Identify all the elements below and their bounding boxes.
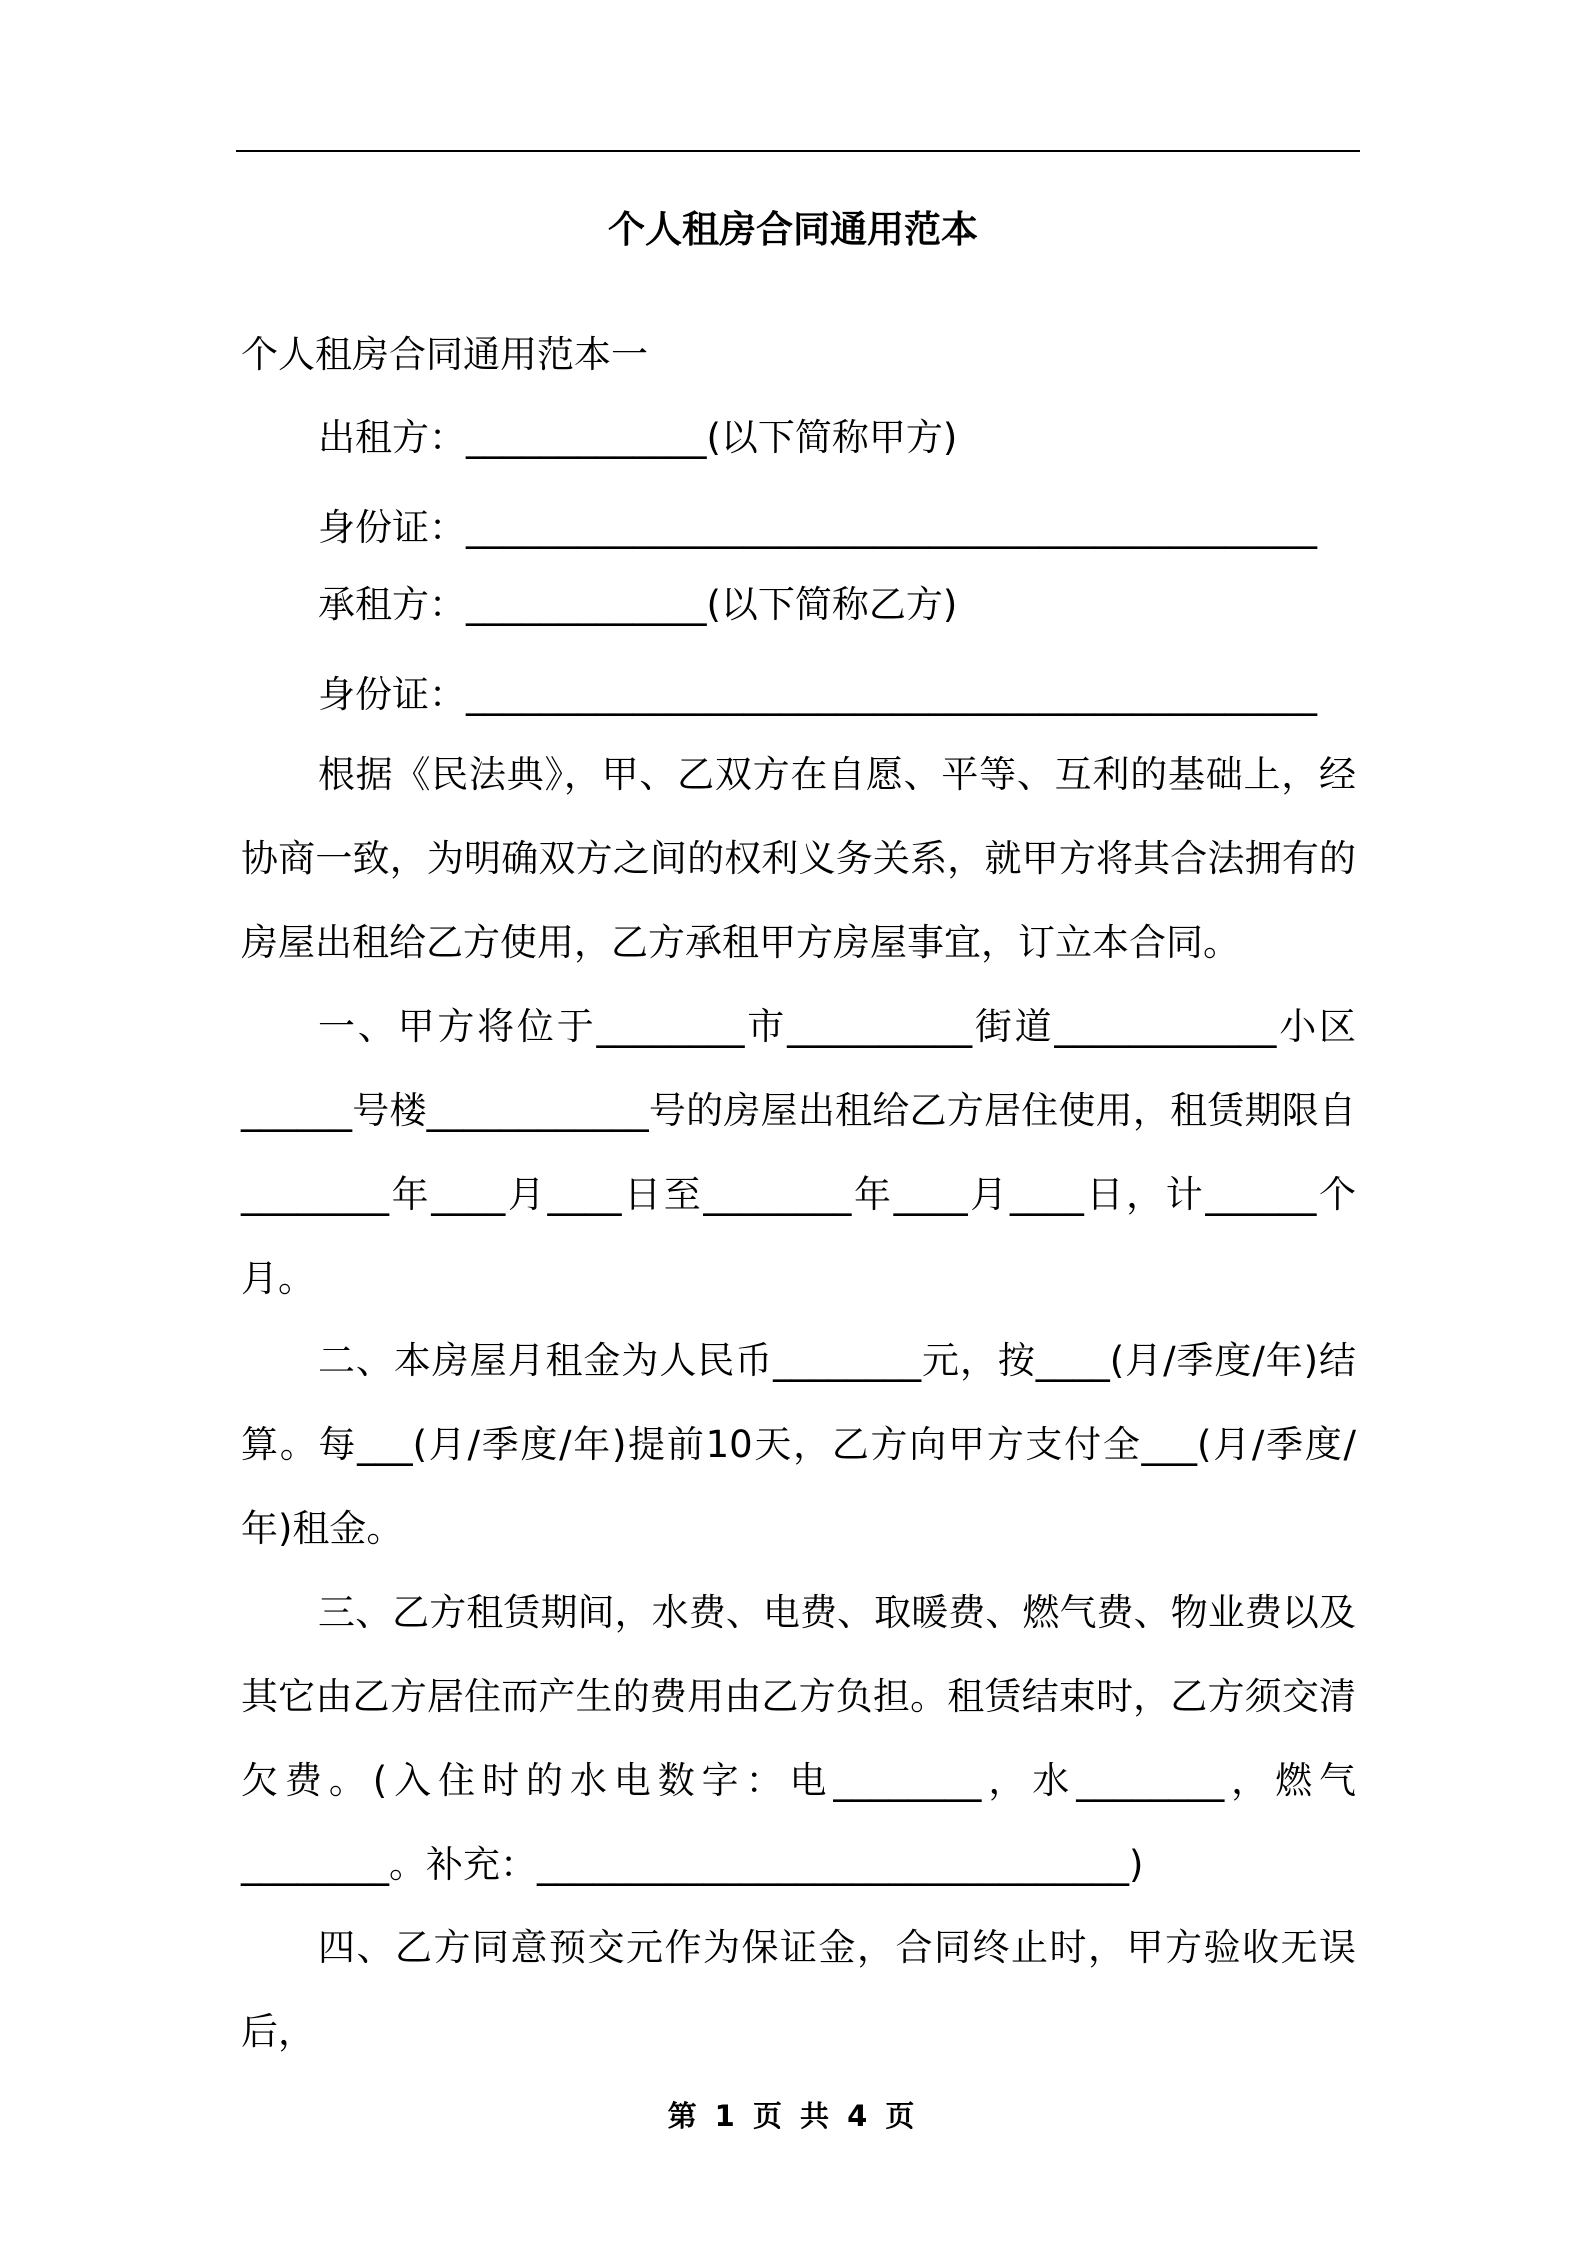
clause-4-paragraph: 四、乙方同意预交元作为保证金，合同终止时，甲方验收无误后， bbox=[241, 1926, 1356, 2053]
intro-paragraph: 根据《民法典》，甲、乙双方在自愿、平等、互利的基础上，经协商一致，为明确双方之间的权利义务关系，就甲方将其合法拥有的房屋出租给乙方使用，乙方承租甲方房屋事宜，订立本合同。 bbox=[241, 753, 1356, 964]
clause-2-paragraph: 二、本房屋月租金为人民币________元，按____(月/季度/年)结算。每___(月/季度/年)提前10天，乙方向甲方支付全___(月/季度/年)租金。 bbox=[241, 1339, 1356, 1550]
header-rule bbox=[236, 150, 1360, 152]
document-title: 个人租房合同通用范本 bbox=[608, 208, 978, 251]
clause-3-paragraph: 三、乙方租赁期间，水费、电费、取暖费、燃气费、物业费以及其它由乙方居住而产生的费用由乙方负担。租赁结束时，乙方须交清欠费。(入住时的水电数字：电________，水________，燃气________。补充：________________________________) bbox=[241, 1591, 1356, 1886]
clause-1-paragraph: 一、甲方将位于________市__________街道____________小区______号楼____________号的房屋出租给乙方居住使用，租赁期限自________年____月____日至________年____月____日，计______个月。 bbox=[241, 1005, 1356, 1300]
section-heading: 个人租房合同通用范本一 bbox=[241, 333, 648, 376]
lessor-id-field: 身份证：______________________________________________ bbox=[318, 506, 1317, 549]
lessee-id-field: 身份证：______________________________________________ bbox=[318, 673, 1317, 716]
lessor-field: 出租方：_____________(以下简称甲方) bbox=[318, 416, 958, 459]
page-footer: 第 1 页 共 4 页 bbox=[667, 2099, 919, 2133]
lessee-field: 承租方：_____________(以下简称乙方) bbox=[318, 583, 958, 626]
